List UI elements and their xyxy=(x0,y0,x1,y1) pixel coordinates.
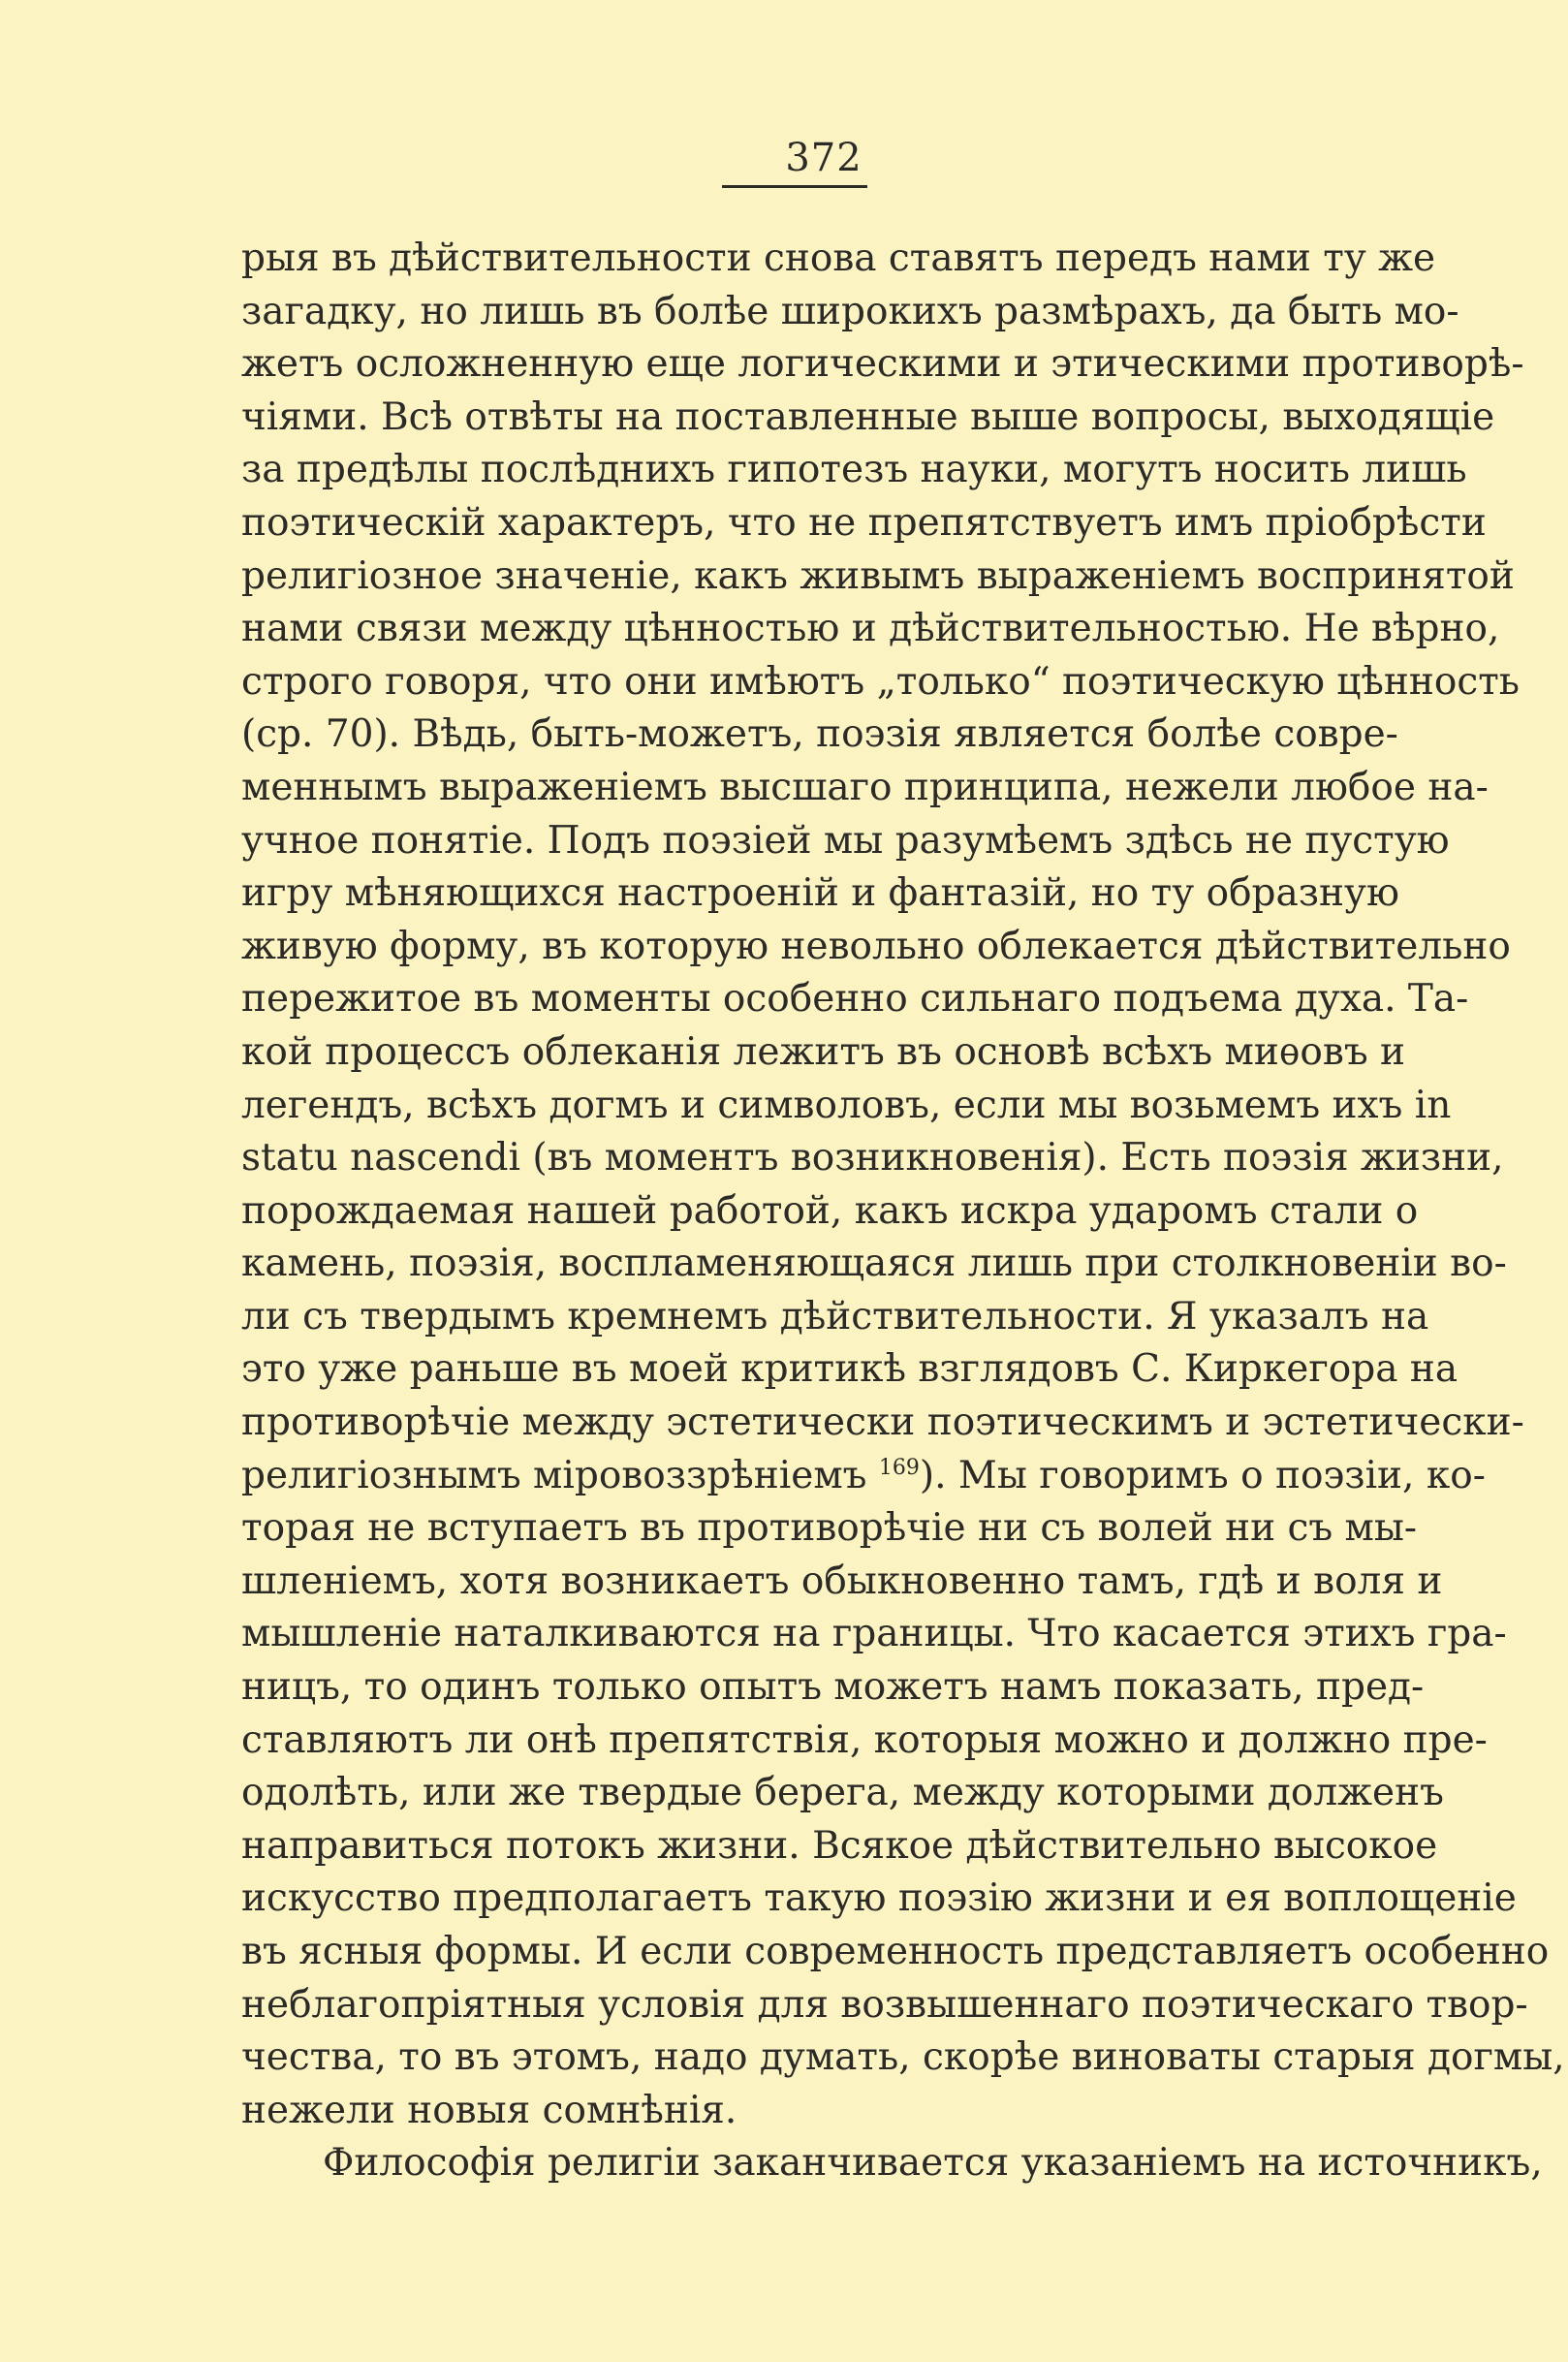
text-line: ницъ, то одинъ только опытъ можетъ намъ показать, пред- xyxy=(241,1665,1425,1710)
text-fragment: ). Мы говоримъ о поэзіи, ко- xyxy=(919,1453,1486,1497)
text-line: въ ясныя формы. И если современность представляетъ особенно xyxy=(241,1930,1550,1973)
footnote-reference: 169 xyxy=(878,1455,920,1480)
text-line: торая не вступаетъ въ противорѣчіе ни съ волей ни съ мы- xyxy=(241,1506,1418,1551)
paragraph-first-line: Философія религіи заканчивается указаніемъ на источникъ, xyxy=(323,2141,1543,2186)
text-line: ставляютъ ли онѣ препятствія, которыя можно и должно пре- xyxy=(241,1717,1488,1762)
text-line: загадку, но лишь въ болѣе широкихъ размѣрахъ, да быть мо- xyxy=(241,289,1459,333)
text-line: мышленіе наталкиваются на границы. Что касается этихъ гра- xyxy=(241,1612,1507,1656)
page-number-rule xyxy=(722,185,867,188)
text-line: шленіемъ, хотя возникаетъ обыкновенно тамъ, гдѣ и воля и xyxy=(241,1559,1443,1603)
paragraph-last-line: нежели новыя сомнѣнія. xyxy=(241,2088,737,2132)
text-line: порождаемая нашей работой, какъ искра ударомъ стали о xyxy=(241,1188,1419,1233)
text-line: (ср. 70). Вѣдь, быть-можетъ, поэзія является болѣе совре- xyxy=(241,712,1398,757)
text-line: жетъ осложненную еще логическими и этическими противорѣ- xyxy=(241,342,1524,387)
text-line: камень, поэзія, воспламеняющаяся лишь при столкновеніи во- xyxy=(241,1242,1507,1286)
text-line: кой процессъ облеканія лежитъ въ основѣ всѣхъ миѳовъ и xyxy=(241,1029,1406,1074)
text-line: искусство предполагаетъ такую поэзію жизни и ея воплощеніе xyxy=(241,1876,1517,1921)
text-line: пережитое въ моменты особенно сильнаго подъема духа. Та- xyxy=(241,977,1469,1022)
text-line: живую форму, въ которую невольно облекается дѣйствительно xyxy=(241,924,1511,968)
text-line: это уже раньше въ моей критикѣ взглядовъ С. Киркегора на xyxy=(241,1347,1458,1392)
text-line: одолѣть, или же твердые берега, между которыми долженъ xyxy=(241,1771,1444,1815)
text-line: меннымъ выраженіемъ высшаго принципа, нежели любое на- xyxy=(241,765,1489,809)
text-line: рыя въ дѣйствительности снова ставятъ передъ нами ту же xyxy=(241,236,1436,280)
text-line: поэтическій характеръ, что не препятствуетъ имъ пріобрѣсти xyxy=(241,500,1487,545)
text-line: нами связи между цѣнностью и дѣйствительностью. Не вѣрно, xyxy=(241,607,1500,651)
text-line: игру мѣняющихся настроеній и фантазій, но ту образную xyxy=(241,871,1399,916)
text-line: ли съ твердымъ кремнемъ дѣйствительности. Я указалъ на xyxy=(241,1294,1429,1338)
text-line: строго говоря, что они имѣютъ „только“ поэтическую цѣнность xyxy=(241,659,1521,704)
text-line: религіозное значеніе, какъ живымъ выраженіемъ воспринятой xyxy=(241,553,1515,598)
text-line: statu nascendi (въ моментъ возникновенія). Есть поэзія жизни, xyxy=(241,1136,1504,1181)
page-number: 372 xyxy=(785,136,862,180)
text-line: неблагопріятныя условія для возвышеннаго поэтическаго твор- xyxy=(241,1982,1528,2027)
text-line-with-footnote xyxy=(241,1450,1486,1503)
text-fragment: религіознымъ міровоззрѣніемъ xyxy=(241,1453,867,1497)
body-text xyxy=(241,233,1565,2190)
text-line: противорѣчіе между эстетически поэтическимъ и эстетически- xyxy=(241,1401,1524,1445)
text-line: направиться потокъ жизни. Всякое дѣйствительно высокое xyxy=(241,1823,1438,1868)
text-line: чіями. Всѣ отвѣты на поставленные выше вопросы, выходящіе xyxy=(241,394,1495,439)
text-line: чества, то въ этомъ, надо думать, скорѣе виноваты старыя догмы, xyxy=(241,2035,1565,2080)
text-line: за предѣлы послѣднихъ гипотезъ науки, могутъ носить лишь xyxy=(241,448,1467,492)
text-line: легендъ, всѣхъ догмъ и символовъ, если мы возьмемъ ихъ in xyxy=(241,1083,1452,1127)
text-line: учное понятіе. Подъ поэзіей мы разумѣемъ здѣсь не пустую xyxy=(241,818,1450,863)
